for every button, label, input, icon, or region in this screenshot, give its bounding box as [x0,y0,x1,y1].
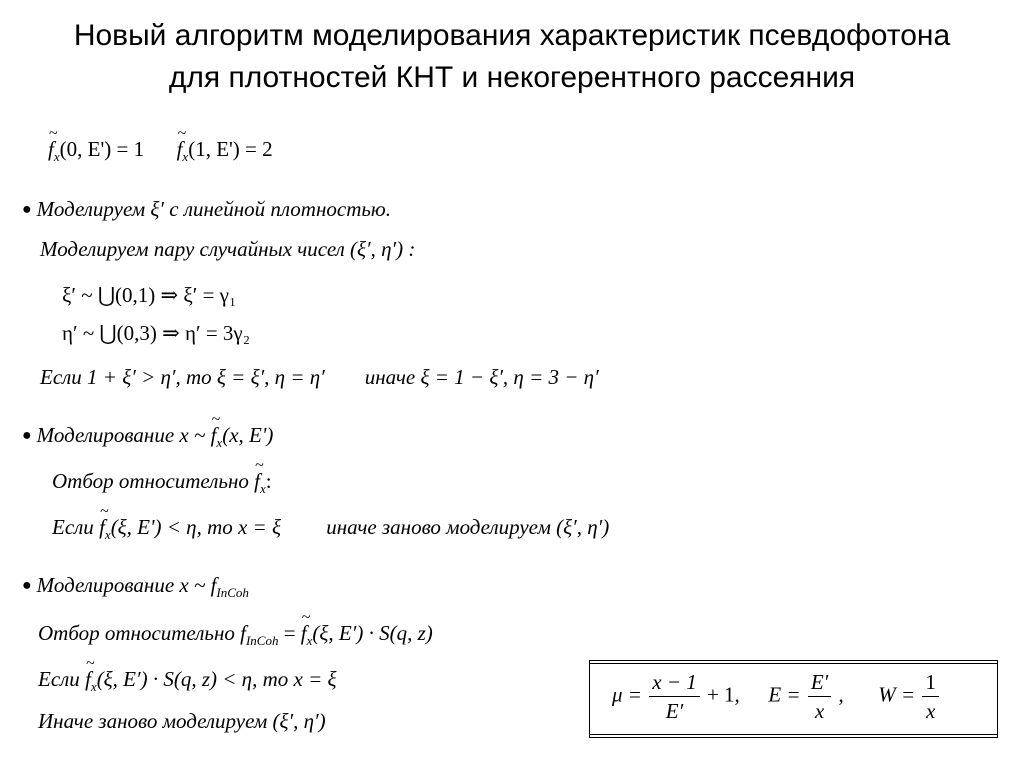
fx-subscript: x [104,527,111,542]
incoh-if-text: Если [38,667,80,691]
eta-distribution: η′ ~ ⋃(0,3) ⇒ η′ = 3γ₂ [62,321,251,345]
x-section-heading [22,420,273,458]
fx-subscript: x [90,679,97,694]
incoh-select-eq: = [278,621,296,645]
fx-subscript: x [216,435,223,450]
incoh-if-tail: (ξ, E′) · S(q, z) < η, то x = ξ [96,667,337,691]
result-formulas [612,668,941,725]
incoh-subscript: InCoh [216,585,249,600]
mu-fraction [649,668,700,725]
fx-subscript: x [306,633,313,648]
mu-tail: + 1, [706,682,740,707]
incoh-selection-line [38,618,433,656]
mu-denominator: E′ [665,699,684,723]
fx-symbol: ~ f [301,618,307,648]
bullet-icon: ● [22,427,32,444]
fx-subscript: x [182,149,189,164]
e-fraction [808,668,831,725]
w-numerator: 1 [922,668,939,697]
fx-symbol: ~ f [48,134,54,164]
norm-value-a: (0, E') = 1 [59,137,145,161]
result-formula-box [589,660,998,738]
bullet-icon: ● [22,201,32,218]
bullet-icon: ● [22,577,32,594]
e-denominator: x [814,699,825,723]
xi-heading-text: Моделируем ξ′ с линейной плотностью. [36,197,391,221]
fx-subscript: x [259,481,266,496]
normalization-formula [48,134,273,172]
fx-symbol: ~ f [254,466,260,496]
mu-numerator: x − 1 [649,668,700,697]
norm-value-b: (1, E') = 2 [188,137,273,161]
incoh-condition [38,664,337,702]
w-denominator: x [925,699,936,723]
x-if-tail: (ξ, E') < η, то x = ξ [110,515,281,539]
xi-distribution: ξ′ ~ ⋃(0,1) ⇒ ξ′ = γ₁ [62,283,237,307]
incoh-select-tail: (ξ, E′) · S(q, z) [312,621,433,645]
w-label: W = [878,682,916,707]
xi-section-heading [22,194,391,225]
xi-else-text: иначе ξ = 1 − ξ′, η = 3 − η′ [364,365,599,389]
e-numerator: E′ [808,668,831,697]
x-selection-line [52,466,272,504]
incoh-section-heading [22,570,249,608]
slide-title-line-2: для плотностей КНТ и некогерентного рассеяния [168,61,856,94]
fx-subscript: x [53,149,60,164]
fx-symbol: ~ f [99,512,105,542]
x-select-tail: : [265,469,272,493]
incoh-select-text: Отбор относительно f [38,621,246,645]
x-heading-tail: (x, E') [222,423,274,447]
fx-symbol: ~ f [85,664,91,694]
x-heading-text: Моделирование x ~ [36,423,206,447]
xi-pair-line: Моделируем пару случайных чисел (ξ′, η′) : [40,237,416,261]
xi-if-text: Если 1 + ξ′ > η′, то ξ = ξ′, η = η′ [40,365,325,389]
incoh-else-line: Иначе заново моделируем (ξ′, η′) [38,709,326,733]
slide-title-line-1: Новый алгоритм моделирования характеристик псевдофотона [73,19,951,52]
x-select-text: Отбор относительно [52,469,249,493]
e-label: E = [768,682,801,707]
fx-symbol: ~ f [211,420,217,450]
fx-symbol: ~ f [177,134,183,164]
x-condition [52,512,609,550]
x-if-text: Если [52,515,94,539]
w-fraction [922,668,939,725]
xi-condition [40,362,599,392]
e-tail: , [838,682,844,707]
incoh-select-subscript: InCoh [245,633,279,648]
x-else-text: иначе заново моделируем (ξ′, η′) [326,515,610,539]
incoh-heading-text: Моделирование x ~ f [36,573,217,597]
mu-label: μ = [612,682,642,707]
